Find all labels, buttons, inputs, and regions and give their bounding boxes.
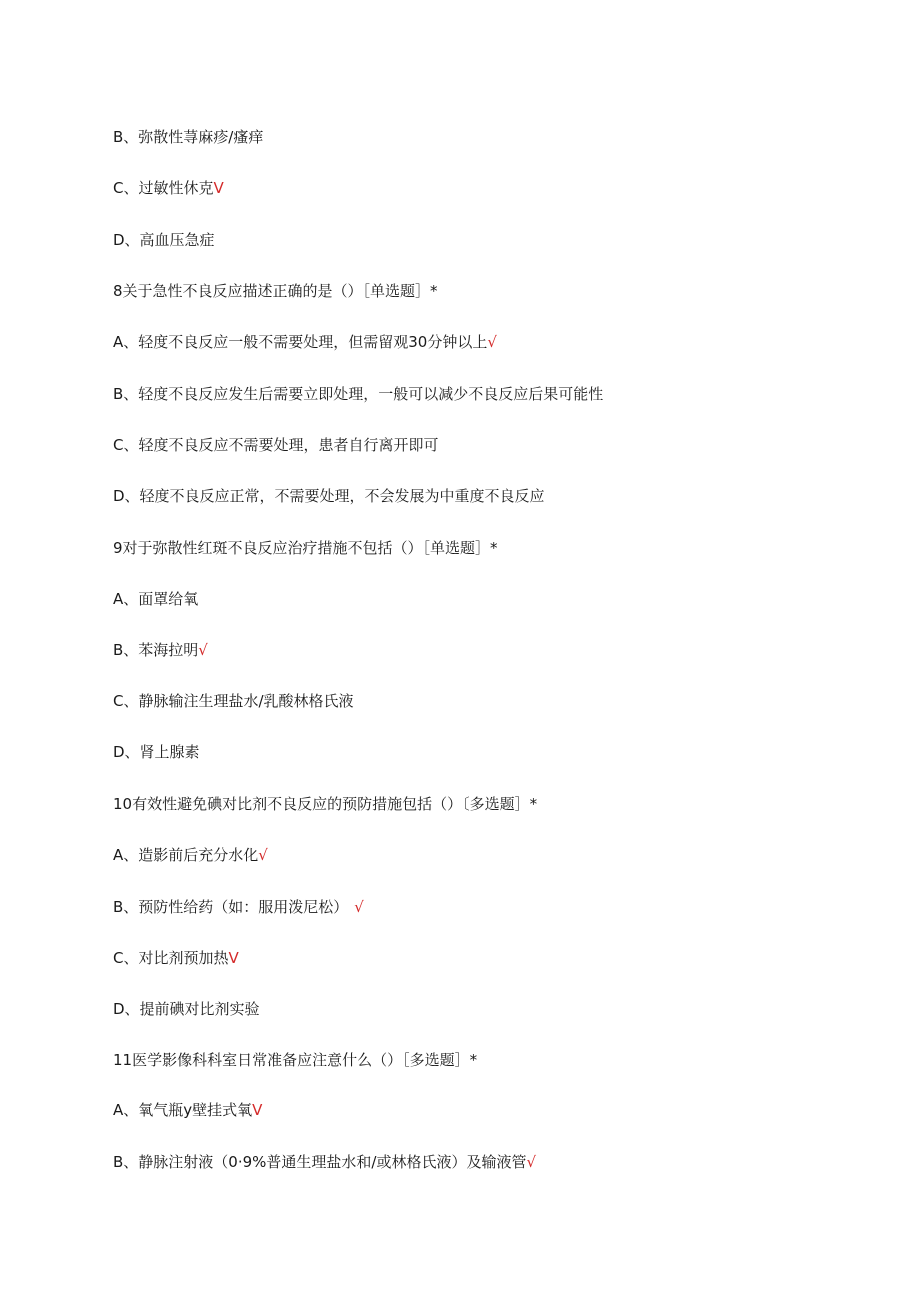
option-a-q10: A、造影前后充分水化√ (113, 846, 268, 864)
check-mark: √ (487, 333, 497, 351)
option-a-q11: A、氧气瓶y壁挂式氧V (113, 1101, 263, 1119)
check-mark: √ (354, 898, 364, 916)
check-mark: √ (526, 1153, 537, 1171)
check-mark: V (252, 1101, 263, 1119)
check-mark: √ (258, 846, 268, 864)
option-b-q11: B、静脉注射液（0·9%普通生理盐水和/或林格氏液）及输液管√ (113, 1153, 537, 1171)
option-c-q9: C、静脉输注生理盐水/乳酸林格氏液 (113, 692, 354, 710)
option-c-q10: C、对比剂预加热V (113, 949, 239, 967)
question-10: 10有效性避免碘对比剂不良反应的预防措施包括（）〔多选题］* (113, 795, 538, 813)
option-a-q9: A、面罩给氧 (113, 590, 199, 608)
option-a-q8: A、轻度不良反应一般不需要处理，但需留观30分钟以上√ (113, 333, 497, 351)
option-d-q10: D、提前碘对比剂实验 (113, 1000, 260, 1018)
option-d-q7: D、高血压急症 (113, 231, 215, 249)
check-mark: V (213, 179, 224, 197)
check-mark: V (228, 949, 239, 967)
question-8: 8关于急性不良反应描述正确的是（）［单选题］* (113, 282, 438, 300)
option-d-q8: D、轻度不良反应正常，不需要处理，不会发展为中重度不良反应 (113, 487, 545, 505)
option-b-q10: B、预防性给药（如：服用泼尼松） √ (113, 898, 364, 916)
option-c-q7: C、过敏性休克V (113, 179, 224, 197)
check-mark: √ (198, 641, 208, 659)
question-11: 11医学影像科科室日常准备应注意什么（）［多选题］* (113, 1051, 478, 1069)
question-9: 9对于弥散性红斑不良反应治疗措施不包括（）［单选题］* (113, 539, 498, 557)
option-b-q9: B、苯海拉明√ (113, 641, 208, 659)
option-b-q8: B、轻度不良反应发生后需要立即处理，一般可以减少不良反应后果可能性 (113, 385, 604, 403)
option-c-q8: C、轻度不良反应不需要处理，患者自行离开即可 (113, 436, 439, 454)
option-b-q7: B、弥散性荨麻疹/瘙痒 (113, 128, 264, 146)
option-d-q9: D、肾上腺素 (113, 743, 200, 761)
